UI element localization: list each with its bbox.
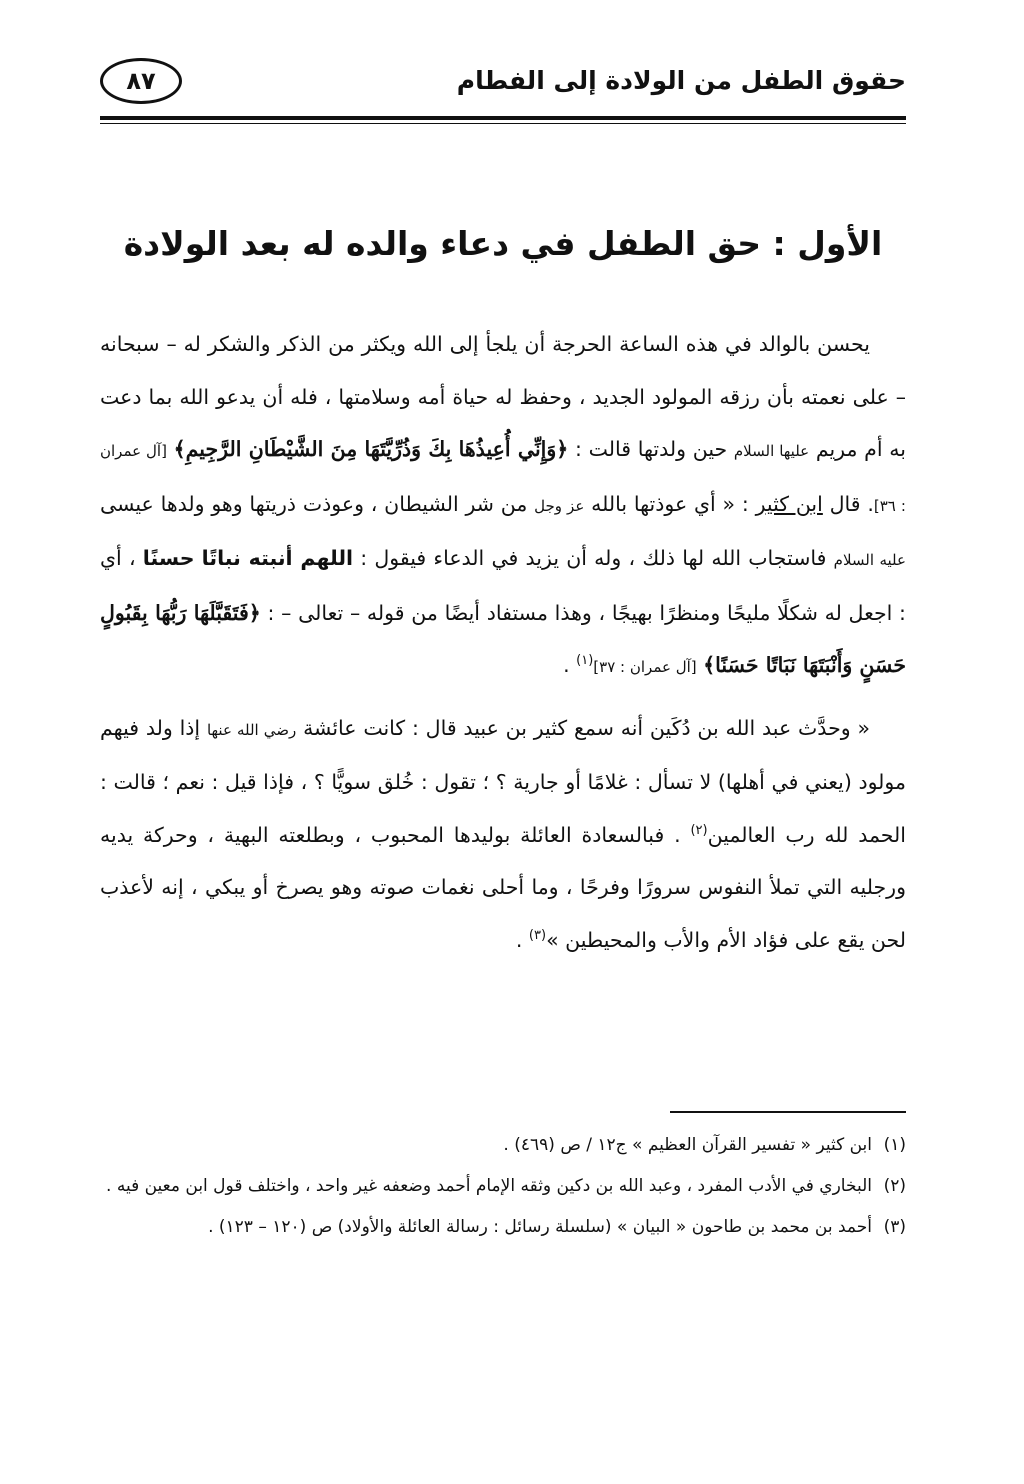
- footnote-separator: [670, 1111, 906, 1113]
- p1-line4-tail-a: . قال: [829, 491, 874, 516]
- p1-line7: ، أي : اجعل له شكلًا مليحًا ومنظرًا بهيجًا ، وهذا مستفاد أيضًا من قوله –: [100, 546, 906, 625]
- p1-line6a: فاستجاب الله لها ذلك ، وله أن يزيد في الدعاء فيقول :: [360, 546, 827, 570]
- footnote-text: البخاري في الأدب المفرد ، وعبد الله بن دكين وثقه الإمام أحمد وضعفه غير واحد ، واختلف قول ابن معين فيه .: [106, 1176, 872, 1196]
- author-name-underlined: ابن كثير: [755, 491, 823, 516]
- p1-line8-end: .: [563, 653, 570, 677]
- p1-line3a: وسلامتها ، فله أن يدعو الله بما دعت به أم مريم: [100, 384, 906, 461]
- header-rule-thick: [100, 116, 906, 120]
- verse-reference: [آل عمران : ٣٧]: [593, 658, 697, 676]
- footnote-1: [100, 1128, 906, 1163]
- p2-line6: يبكي ، إنه لأعذب لحن يقع على فؤاد الأم والأب والمحيطين »: [100, 875, 906, 952]
- quran-verse: ﴿وَإِنِّي أُعِيذُهَا بِكَ وَذُرِّيَّتَهَا مِنَ الشَّيْطَانِ الرَّجِيمِ﴾: [173, 437, 569, 461]
- footnote-text: ابن كثير « تفسير القرآن العظيم » ج١٢ / ص (٤٦٩) .: [503, 1135, 872, 1155]
- p2-line3: تقول : خُلق سويًّا ؟ ، فإذا قيل : نعم ؛ قالت : الحمد لله رب العالمين: [100, 770, 906, 847]
- p1-line8a: تعالى – :: [267, 600, 344, 625]
- footnote-number: (١): [883, 1135, 906, 1155]
- page-number-oval: [100, 58, 182, 104]
- supplication-bold: اللهم أنبته نباتًا: [201, 546, 354, 570]
- p1-line4-tail-c: :: [741, 491, 749, 516]
- p2-line3-end: .: [674, 822, 681, 847]
- p2-line5: التي تملأ النفوس سرورًا وفرحًا ، وما أحلى نغمات صوته وهو يصرخ أو: [252, 875, 843, 899]
- footnote-number: (٣): [883, 1217, 906, 1237]
- footnote-marker: (٣): [528, 927, 547, 943]
- honorific-glyph: رضي الله عنها: [206, 720, 297, 739]
- footnote-text: أحمد بن محمد بن طاحون « البيان » (سلسلة رسائل : رسالة العائلة والأولاد) ص (١٢٠ – ١٢٣) .: [208, 1217, 872, 1237]
- running-title: حقوق الطفل من الولادة إلى الفطام: [456, 66, 906, 95]
- honorific-glyph: عز وجل: [534, 496, 585, 515]
- section-heading: الأول : حق الطفل في دعاء والده له بعد الولادة: [123, 224, 883, 263]
- p2-line2: إذا ولد فيهم مولود (يعني في أهلها) لا تسأل : غلامًا أو جارية ؟ ؛: [100, 715, 906, 794]
- quran-verse: ﴿فَتَقَبَّلَهَا رَبُّهَا بِقَبُولٍ حَسَنٍ وَأَنْبَتَهَا نَبَاتًا حَسَنًا﴾: [100, 600, 906, 677]
- honorific-glyph: عليه السلام: [833, 551, 906, 569]
- honorific-glyph: عليها السلام: [733, 442, 810, 460]
- running-header: [100, 58, 906, 118]
- p2-line6-end: .: [515, 927, 523, 952]
- p1-line2: والشكر له – سبحانه – على نعمته بأن رزقه المولود الجديد ، وحفظ له حياة أمه: [100, 332, 906, 409]
- p1-line5b: من شر الشيطان ، وعوذت ذريتها وهو ولدها عيسى: [100, 491, 528, 516]
- paragraph-2: [100, 702, 906, 967]
- body-text: [100, 318, 906, 966]
- supplication-bold: حسنًا: [142, 546, 195, 570]
- header-rule-thin: [100, 123, 906, 124]
- footnote-marker: (١): [576, 653, 594, 669]
- p1-line3b: حين ولدتها قالت :: [574, 437, 728, 461]
- paragraph-1: [100, 318, 906, 694]
- footnote-marker: (٢): [690, 822, 708, 838]
- page-number: ٨٧: [126, 67, 156, 95]
- footnote-number: (٢): [883, 1176, 906, 1196]
- p2-line1: « وحدَّث عبد الله بن دُكَين أنه سمع كثير بن عبيد قال : كانت عائشة: [303, 715, 870, 740]
- p1-line5a: « أي عوذتها بالله: [591, 491, 736, 516]
- footnote-2: [100, 1169, 906, 1204]
- p1-line1: يحسن بالوالد في هذه الساعة الحرجة أن يلجأ إلى الله ويكثر من الذكر: [277, 332, 870, 356]
- p2-line4: فبالسعادة العائلة بوليدها المحبوب ، وبطلعته البهية ، وحركة يديه ورجليه: [100, 822, 906, 899]
- verse-reference: [آل عمران : ٣٦]: [100, 442, 906, 515]
- footnotes: [100, 1128, 906, 1251]
- footnote-3: [100, 1210, 906, 1245]
